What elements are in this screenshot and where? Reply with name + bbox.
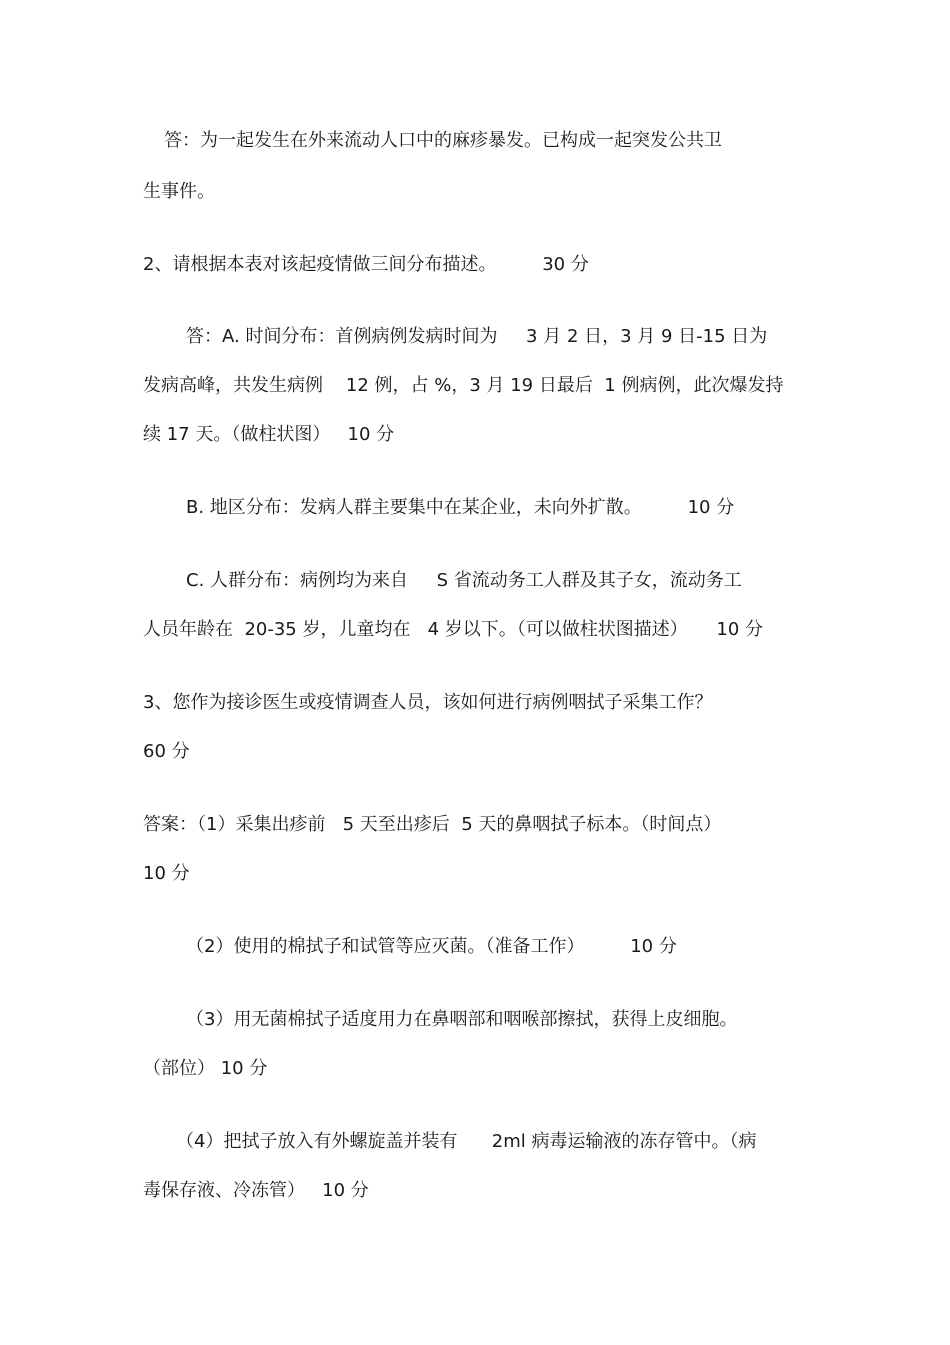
- answer-3-1-line-2: 10 分: [143, 863, 190, 884]
- question-3-line-2: 60 分: [143, 741, 190, 762]
- answer-2c-line-1: C. 人群分布：病例均为来自 S 省流动务工人群及其子女，流动务工: [186, 570, 742, 591]
- answer-3-1-line-1: 答案：（1）采集出疹前 5 天至出疹后 5 天的鼻咽拭子标本。（时间点）: [143, 814, 722, 835]
- answer-3-4-line-1: （4）把拭子放入有外螺旋盖并装有 2ml 病毒运输液的冻存管中。（病: [176, 1131, 757, 1152]
- answer-3-3-line-1: （3）用无菌棉拭子适度用力在鼻咽部和咽喉部擦拭，获得上皮细胞。: [186, 1009, 738, 1030]
- answer-3-2: （2）使用的棉拭子和试管等应灭菌。（准备工作） 10 分: [186, 936, 677, 957]
- answer-2a-line-2: 发病高峰，共发生病例 12 例，占 %，3 月 19 日最后 1 例病例，此次爆发持: [143, 375, 784, 396]
- question-2: 2、请根据本表对该起疫情做三间分布描述。 30 分: [143, 254, 589, 275]
- answer-2a-line-1: 答：A. 时间分布：首例病例发病时间为 3 月 2 日，3 月 9 日-15 日为: [186, 326, 768, 347]
- answer-2c-line-2: 人员年龄在 20-35 岁，儿童均在 4 岁以下。（可以做柱状图描述） 10 分: [143, 619, 764, 640]
- question-3-line-1: 3、您作为接诊医生或疫情调查人员，该如何进行病例咽拭子采集工作？: [143, 692, 713, 713]
- answer-2b: B. 地区分布：发病人群主要集中在某企业，未向外扩散。 10 分: [186, 497, 735, 518]
- answer-1-line-2: 生事件。: [143, 181, 215, 202]
- answer-3-4-line-2: 毒保存液、冷冻管） 10 分: [143, 1180, 369, 1201]
- answer-3-3-line-2: （部位） 10 分: [143, 1058, 268, 1079]
- answer-1-line-1: 答：为一起发生在外来流动人口中的麻疹暴发。已构成一起突发公共卫: [164, 130, 722, 151]
- answer-2a-line-3: 续 17 天。（做柱状图） 10 分: [143, 424, 395, 445]
